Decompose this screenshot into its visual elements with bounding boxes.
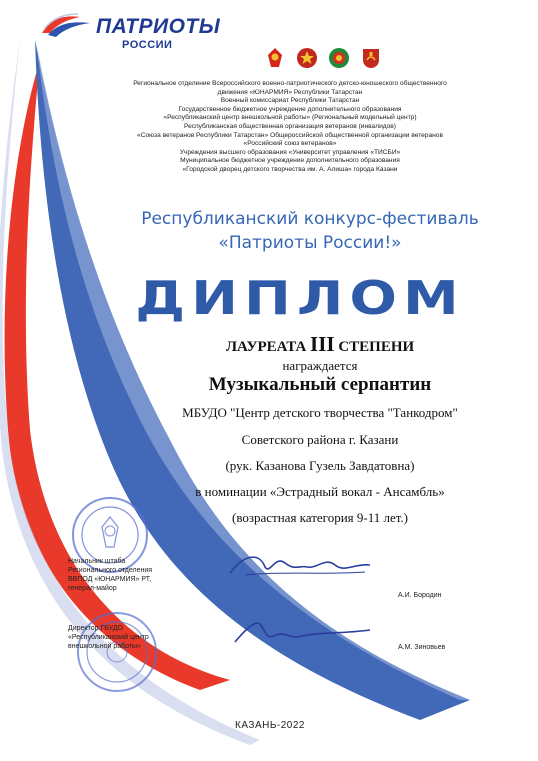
leader-line: (рук. Казанова Гузель Завдатовна) [225,458,415,473]
organizer-line: «Российский союз ветеранов» [243,140,337,148]
contest-title-line1: Республиканский конкурс-фестиваль [141,209,479,229]
awarded-label: награждается [282,358,358,373]
district-line: Советского района г. Казани [241,432,399,447]
organizer-line: Учреждения высшего образования «Университет управления «ТИСБИ» [179,148,401,156]
contest-title-line2: «Патриоты России!» [218,233,402,253]
organizer-line: Военный комиссариат Республики Татарстан [220,97,360,105]
organizer-line: Муниципальное бюджетное учреждение дополнительного образования [180,157,400,165]
tatarstan-emblem-icon [328,47,350,69]
contest-title [110,207,510,255]
organizers-list [120,80,460,175]
organizer-line: Республиканская общественная организация ветеранов (инвалидов) [184,122,396,130]
title-line: Регионального отделения [68,567,153,574]
footer-city-year: КАЗАНЬ-2022 [235,720,305,731]
signature-2 [230,610,380,650]
title-line: генерал-майор [68,585,117,592]
signature-1 [225,545,375,585]
yunarmia-emblem-icon [264,47,286,69]
logo [40,11,221,51]
signatory-1-title [68,557,152,593]
signatory-1-name: А.И. Бородин [398,592,442,599]
laureate-degree [170,332,470,357]
organizer-line: Региональное отделение Всероссийского военно-патриотического детско-юношеского общественного [133,80,447,87]
logo-flag-icon [40,11,94,39]
institution-line: МБУДО "Центр детского творчества "Танкодром" [182,405,458,420]
title-line: «Республиканский центр [68,634,149,641]
organizer-line: «Союза ветеранов Республики Татарстан» Общероссийской общественной организации ветеранов [137,131,443,139]
age-category-line: (возрастная категория 9-11 лет.) [231,510,409,525]
title-line: внешкольной работы» [68,643,141,650]
nomination-line: в номинации «Эстрадный вокал - Ансамбль» [195,484,445,499]
organizer-line: «Республиканский центр внешкольной работы» (Региональный модельный центр) [163,114,417,122]
title-line: ВВПОД «ЮНАРМИЯ» РТ, [68,576,152,583]
signatory-2-name: А.М. Зиновьев [398,644,446,651]
laureate-prefix: ЛАУРЕАТА [225,339,307,355]
stamp-seal-icon [75,610,159,694]
winner-name: Музыкальный серпантин [208,374,432,395]
military-commissariat-emblem-icon [296,47,318,69]
laureate-suffix: СТЕПЕНИ [338,339,415,355]
organizer-line: движения «ЮНАРМИЯ» Республики Татарстан [217,88,363,96]
emblem-row [264,47,382,71]
logo-subtitle: РОССИИ [122,39,173,51]
degree-numeral: III [310,332,335,356]
organizer-line: Государственное бюджетное учреждение дополнительного образования [178,105,402,113]
logo-title: ПАТРИОТЫ [96,15,221,38]
kazan-emblem-icon [360,47,382,69]
title-line: Директор ГБУДО [68,625,123,632]
organizer-line: «Городской дворец детского творчества им. А. Алиша» города Казани [182,165,398,173]
diploma-heading: ДИПЛОМ [135,272,465,326]
signatory-2-title [68,624,149,651]
title-line: Начальник штаба [68,558,126,565]
